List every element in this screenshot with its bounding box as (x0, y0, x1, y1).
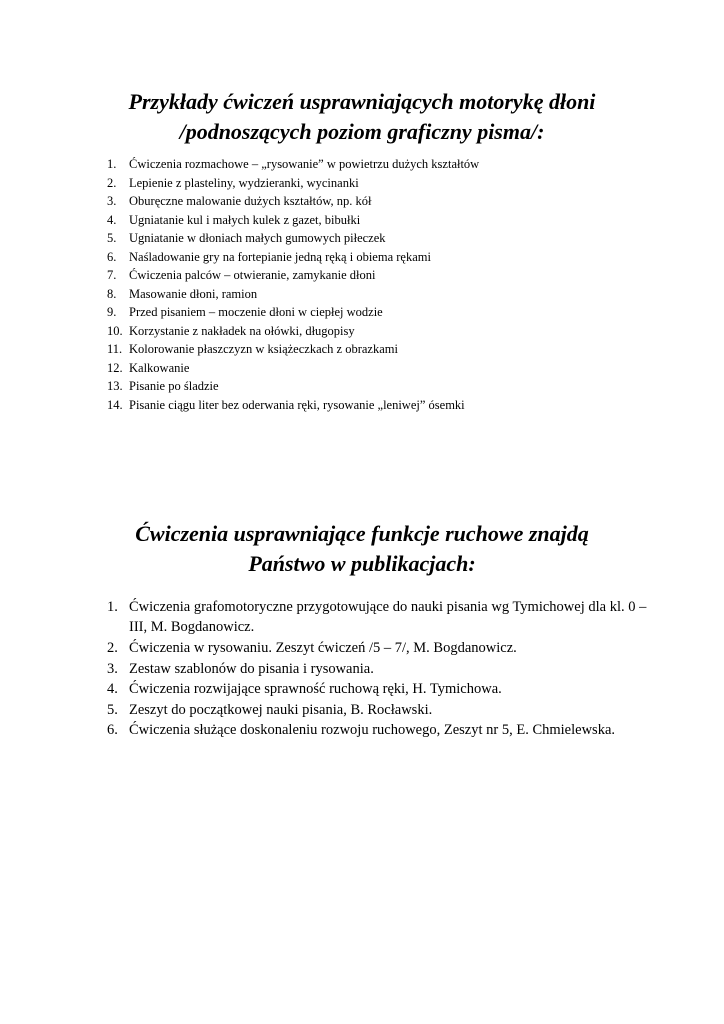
item-number: 6. (107, 722, 118, 738)
section1-heading-line1: Przykłady ćwiczeń usprawniających motorykę dłoni (128, 89, 596, 114)
list-item (107, 211, 667, 230)
list-item (107, 700, 667, 721)
list-item (107, 720, 667, 741)
item-text: Zeszyt do początkowej nauki pisania, B. Rocławski. (129, 701, 433, 718)
item-number: 8. (107, 286, 117, 301)
item-number: 5. (107, 701, 118, 718)
item-text: Ćwiczenia w rysowaniu. Zeszyt ćwiczeń /5 – 7/, M. Bogdanowicz. (129, 640, 517, 656)
list-item (107, 174, 667, 193)
item-number: 13. (107, 379, 123, 393)
item-text: Oburęczne malowanie dużych kształtów, np. kół (129, 194, 372, 208)
item-text: Kalkowanie (129, 360, 190, 375)
section2-heading-line2: Państwo w publikacjach: (248, 551, 476, 576)
list-item (107, 303, 667, 322)
item-number: 2. (107, 175, 117, 190)
list-item (107, 597, 667, 638)
item-number: 14. (107, 397, 123, 412)
item-number: 4. (107, 681, 118, 697)
item-text: Masowanie dłoni, ramion (129, 286, 258, 301)
item-number: 1. (107, 157, 117, 171)
publications-list (107, 597, 667, 741)
list-item (107, 248, 667, 267)
item-text: Przed pisaniem – moczenie dłoni w ciepłej wodzie (129, 305, 383, 319)
exercises-list (107, 155, 667, 414)
list-item (107, 340, 667, 359)
item-text: Zestaw szablonów do pisania i rysowania. (129, 660, 374, 677)
item-number: 2. (107, 640, 118, 656)
list-item (107, 679, 667, 700)
list-item (107, 285, 667, 304)
list-item (107, 638, 667, 659)
item-text: Pisanie ciągu liter bez oderwania ręki, rysowanie „leniwej” ósemki (129, 397, 465, 412)
section1-heading (0, 87, 724, 147)
item-number: 12. (107, 360, 123, 375)
item-text: Ćwiczenia rozwijające sprawność ruchową ręki, H. Tymichowa. (129, 681, 502, 697)
item-text: Ugniatanie w dłoniach małych gumowych piłeczek (129, 231, 386, 245)
item-number: 3. (107, 660, 118, 677)
list-item (107, 155, 667, 174)
item-text: Ugniatanie kul i małych kulek z gazet, bibułki (129, 212, 361, 227)
item-number: 9. (107, 305, 117, 319)
item-text: Ćwiczenia grafomotoryczne przygotowujące do nauki pisania wg Tymichowej dla kl. 0 – III, M. Bogdanowicz. (129, 599, 647, 635)
list-item (107, 359, 667, 378)
item-number: 6. (107, 249, 117, 264)
item-text: Naśladowanie gry na fortepianie jedną ręką i obiema rękami (129, 249, 431, 264)
list-item (107, 192, 667, 211)
list-item (107, 322, 667, 341)
item-text: Lepienie z plasteliny, wydzieranki, wycinanki (129, 175, 359, 190)
list-item (107, 659, 667, 680)
list-item (107, 266, 667, 285)
list-item (107, 396, 667, 415)
section1-heading-line2: /podnoszących poziom graficzny pisma/: (179, 119, 545, 144)
item-number: 10. (107, 323, 123, 338)
item-number: 5. (107, 231, 117, 245)
list-item (107, 377, 667, 396)
item-number: 4. (107, 212, 117, 227)
item-text: Ćwiczenia palców – otwieranie, zamykanie dłoni (129, 268, 376, 282)
item-text: Pisanie po śladzie (129, 379, 219, 393)
section2-heading-line1: Ćwiczenia usprawniające funkcje ruchowe znajdą (135, 521, 589, 546)
item-number: 7. (107, 268, 117, 282)
item-text: Kolorowanie płaszczyzn w książeczkach z obrazkami (129, 342, 398, 356)
item-text: Korzystanie z nakładek na ołówki, długopisy (129, 323, 355, 338)
list-item (107, 229, 667, 248)
item-text: Ćwiczenia służące doskonaleniu rozwoju ruchowego, Zeszyt nr 5, E. Chmielewska. (129, 722, 616, 738)
item-number: 1. (107, 599, 118, 615)
item-text: Ćwiczenia rozmachowe – „rysowanie” w powietrzu dużych kształtów (129, 157, 480, 171)
item-number: 3. (107, 194, 117, 208)
section2-heading (0, 519, 724, 579)
item-number: 11. (107, 342, 123, 356)
